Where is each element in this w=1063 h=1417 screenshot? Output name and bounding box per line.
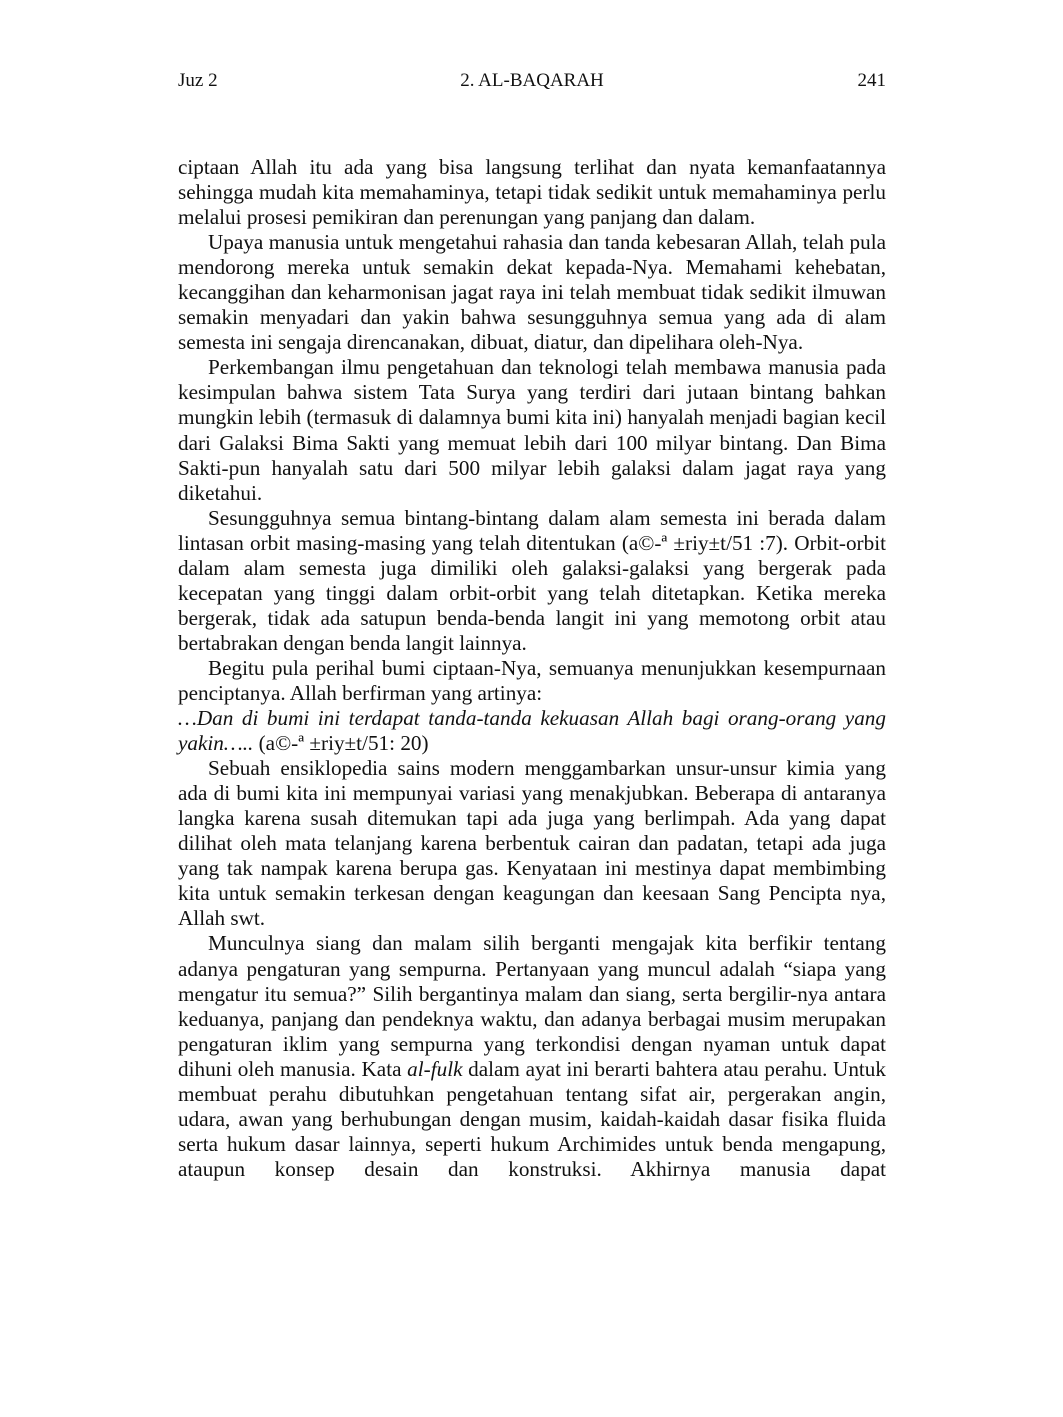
term-al-fulk: al-fulk bbox=[407, 1056, 463, 1081]
paragraph-7-part-a: Munculnya siang dan malam silih berganti mengajak kita berfikir tentang adanya pengaturan yang sempurna. Pertanyaan yang muncul adalah “siapa yang mengatur itu semua?” Silih bergantinya malam dan siang, serta bergilir-nya antara keduanya, panjang dan pendeknya waktu, dan adanya berbagai musim merupakan pengaturan iklim yang sempurna yang terkondisi dengan nyaman untuk dapat dihuni oleh manusia. Kata bbox=[178, 931, 886, 1081]
page-body bbox=[178, 155, 886, 1182]
verse-reference: (a©-ª ±riy±t/51: 20) bbox=[253, 731, 429, 756]
paragraph-1: ciptaan Allah itu ada yang bisa langsung terlihat dan nyata kemanfaatannya sehingga mudah kita memahaminya, tetapi tidak sedikit untuk memahaminya perlu melalui prosesi pemikiran dan perenungan yang panjang dan dalam. bbox=[178, 155, 886, 230]
verse-quote-text: …Dan di bumi ini terdapat tanda-tanda kekuasan Allah bagi orang-orang yang yakin….. bbox=[178, 706, 886, 756]
running-header bbox=[178, 70, 886, 100]
verse-quote bbox=[178, 706, 886, 756]
paragraph-5: Begitu pula perihal bumi ciptaan-Nya, semuanya menunjukkan kesempurnaan penciptanya. Allah berfirman yang artinya: bbox=[178, 655, 886, 705]
paragraph-4: Sesungguhnya semua bintang-bintang dalam alam semesta ini berada dalam lintasan orbit masing-masing yang telah ditentukan (a©-ª ±riy±t/51 :7). Orbit-orbit dalam alam semesta juga dimiliki oleh galaksi-galaksi yang bergerak pada kecepatan yang tinggi dalam orbit-orbit yang telah ditetapkan. Ketika mereka bergerak, tidak ada satupun benda-benda langit ini yang memotong orbit atau bertabrakan dengan benda langit lainnya. bbox=[178, 505, 886, 655]
paragraph-7-part-b: dalam ayat ini berarti bahtera atau perahu. Untuk membuat perahu dibutuhkan pengetahuan tentang sifat air, pergerakan angin, udara, awan yang berhubungan dengan musim, kaidah-kaidah dasar fisika fluida serta hukum dasar lainnya, seperti hukum Archimides untuk benda mengapung, ataupun konsep desain dan konstruksi. Akhirnya manusia dapat bbox=[178, 1056, 886, 1181]
paragraph-7 bbox=[178, 931, 886, 1181]
paragraph-6: Sebuah ensiklopedia sains modern menggambarkan unsur-unsur kimia yang ada di bumi kita ini mempunyai variasi yang menakjubkan. Beberapa di antaranya langka karena susah ditemukan tapi ada juga yang berlimpah. Ada yang dapat dilihat oleh mata telanjang karena berbentuk cairan dan padatan, tetapi ada juga yang tak nampak karena berupa gas. Kenyataan ini mestinya dapat membimbing kita untuk semakin terkesan dengan keagungan dan keesaan Sang Pencipta nya, Allah swt. bbox=[178, 756, 886, 931]
surah-title: 2. AL-BAQARAH bbox=[460, 70, 604, 91]
juz-label: Juz 2 bbox=[178, 70, 218, 91]
paragraph-2: Upaya manusia untuk mengetahui rahasia dan tanda kebesaran Allah, telah pula mendorong mereka untuk semakin dekat kepada-Nya. Memahami kehebatan, kecanggihan dan keharmonisan jagat raya ini telah membuat tidak sedikit ilmuwan semakin menyadari dan yakin bahwa sesungguhnya semua yang ada di alam semesta ini sengaja direncanakan, dibuat, diatur, dan dipelihara oleh-Nya. bbox=[178, 230, 886, 355]
page-number: 241 bbox=[857, 70, 886, 91]
paragraph-3: Perkembangan ilmu pengetahuan dan teknologi telah membawa manusia pada kesimpulan bahwa sistem Tata Surya yang terdiri dari jutaan bintang bahkan mungkin lebih (termasuk di dalamnya bumi kita ini) hanyalah menjadi bagian kecil dari Galaksi Bima Sakti yang memuat lebih dari 100 milyar bintang. Dan Bima Sakti-pun hanyalah satu dari 500 milyar lebih galaksi dalam jagat raya yang diketahui. bbox=[178, 355, 886, 505]
